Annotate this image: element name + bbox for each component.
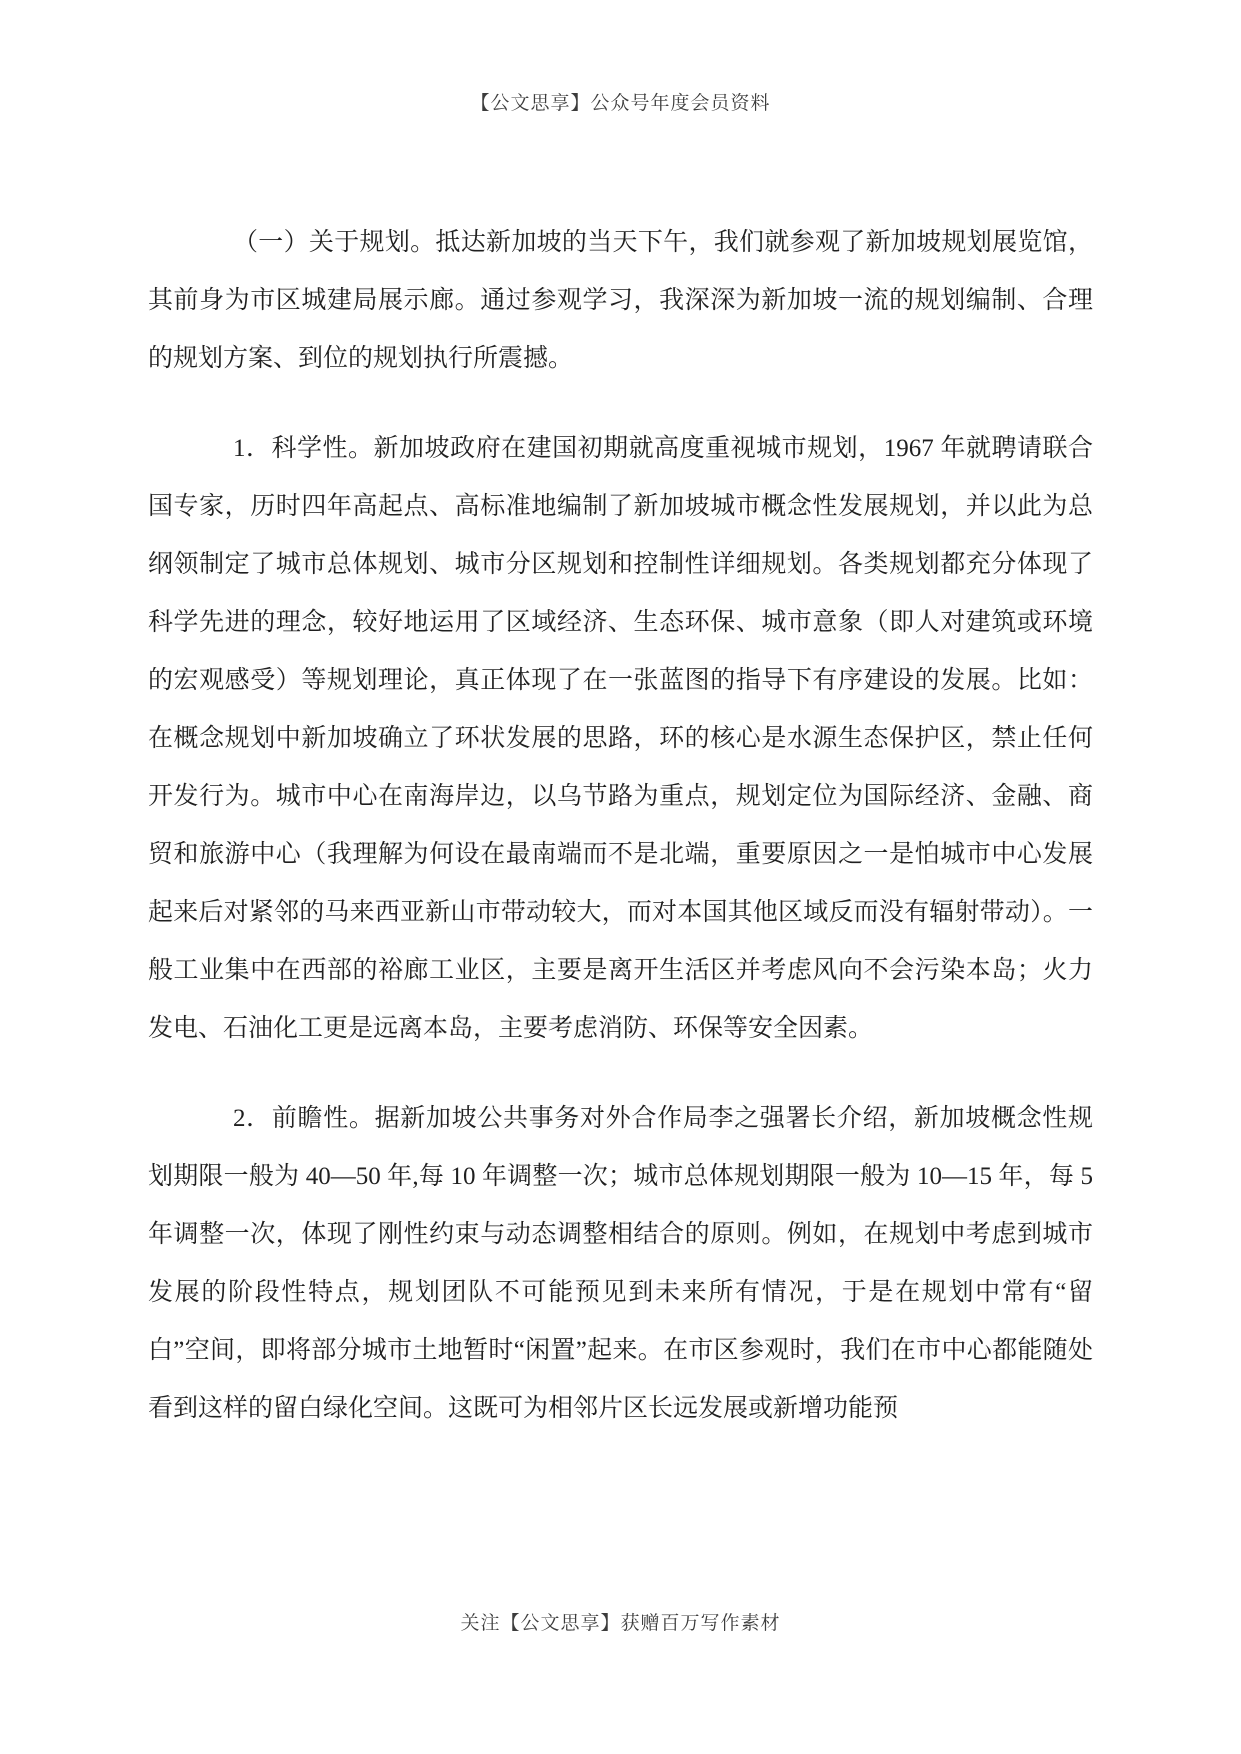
- paragraph-scientific-nature: 1．科学性。新加坡政府在建国初期就高度重视城市规划，1967 年就聘请联合国专家，历时四年高起点、高标准地编制了新加坡城市概念性发展规划，并以此为总纲领制定了城市总体规划、城市分区规划和控制性详细规划。各类规划都充分体现了科学先进的理念，较好地运用了区域经济、生态环保、城市意象（即人对建筑或环境的宏观感受）等规划理论，真正体现了在一张蓝图的指导下有序建设的发展。比如：在概念规划中新加坡确立了环状发展的思路，环的核心是水源生态保护区，禁止任何开发行为。城市中心在南海岸边，以乌节路为重点，规划定位为国际经济、金融、商贸和旅游中心（我理解为何设在最南端而不是北端，重要原因之一是怕城市中心发展起来后对紧邻的马来西亚新山市带动较大，而对本国其他区域反而没有辐射带动）。一般工业集中在西部的裕廊工业区，主要是离开生活区并考虑风向不会污染本岛；火力发电、石油化工更是远离本岛，主要考虑消防、环保等安全因素。: [148, 435, 1093, 1042]
- page-header-watermark: 【公文思享】公众号年度会员资料: [470, 93, 771, 114]
- page-footer-watermark: 关注【公文思享】获赠百万写作素材: [460, 1613, 781, 1634]
- paragraph-planning-intro: （一）关于规划。抵达新加坡的当天下午，我们就参观了新加坡规划展览馆，其前身为市区城建局展示廊。通过参观学习，我深深为新加坡一流的规划编制、合理的规划方案、到位的规划执行所震撼。: [148, 229, 1093, 372]
- paragraph-forward-looking: 2．前瞻性。据新加坡公共事务对外合作局李之强署长介绍，新加坡概念性规划期限一般为 40—50 年,每 10 年调整一次；城市总体规划期限一般为 10—15 年，每 5 年调整一次，体现了刚性约束与动态调整相结合的原则。例如，在规划中考虑到城市发展的阶段性特点，规划团队不可能预见到未来所有情况，于是在规划中常有“留白”空间，即将部分城市土地暂时“闲置”起来。在市区参观时，我们在市中心都能随处看到这样的留白绿化空间。这既可为相邻片区长远发展或新增功能预: [148, 1105, 1093, 1422]
- document-body: [148, 214, 1093, 1470]
